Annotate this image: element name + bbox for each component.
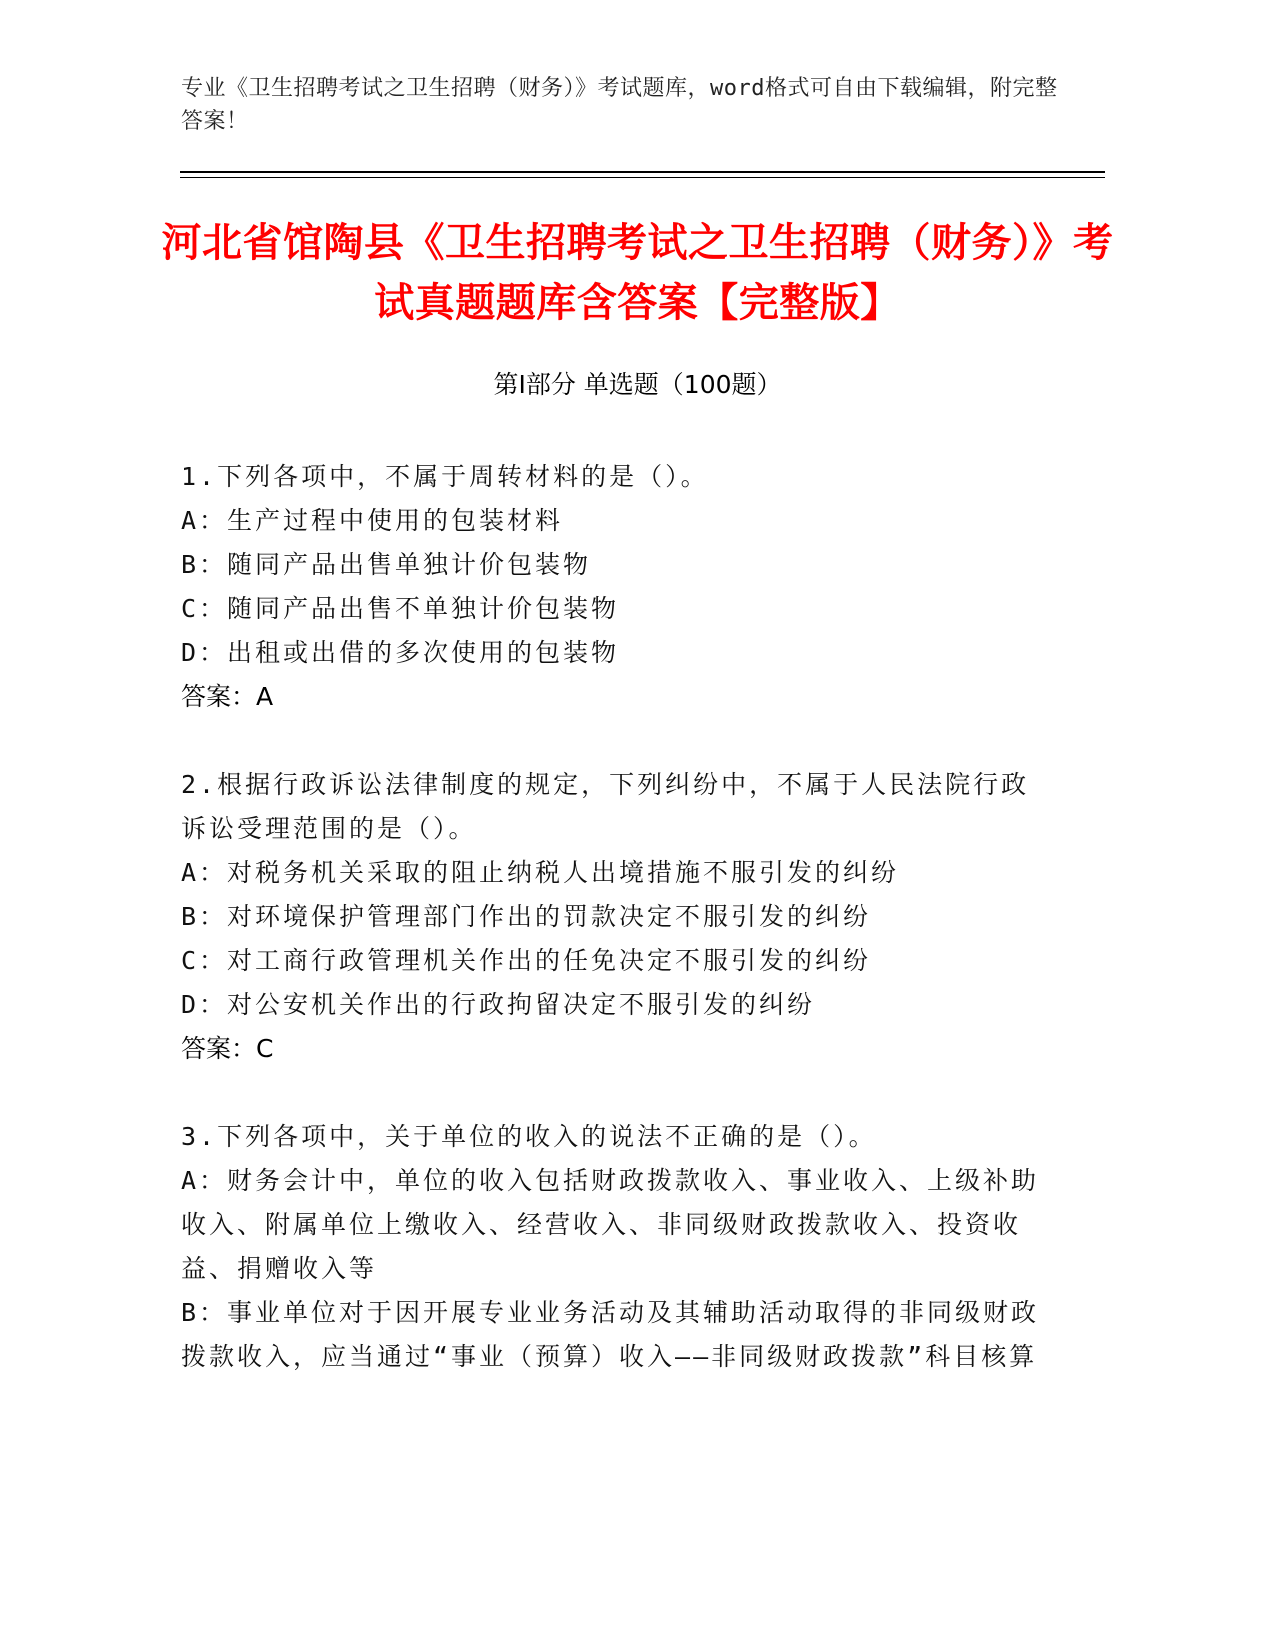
question-1 — [181, 455, 1041, 719]
option-b: B：随同产品出售单独计价包装物 — [181, 550, 592, 579]
answer: 答案：C — [181, 1034, 274, 1063]
option-d: D：出租或出借的多次使用的包装物 — [181, 638, 620, 667]
header-rule-thin — [180, 177, 1105, 178]
question-3 — [181, 1115, 1041, 1379]
option-d: D：对公安机关作出的行政拘留决定不服引发的纠纷 — [181, 990, 816, 1019]
option-b: B：事业单位对于因开展专业业务活动及其辅助活动取得的非同级财政拨款收入，应当通过“事业（预算）收入——非同级财政拨款”科目核算 — [181, 1298, 1040, 1371]
header-rule-thick — [180, 171, 1105, 173]
header-note: 专业《卫生招聘考试之卫生招聘（财务）》考试题库，word格式可自由下载编辑，附完整答案！ — [181, 76, 1058, 134]
question-list — [181, 455, 1041, 1423]
document-title: 河北省馆陶县《卫生招聘考试之卫生招聘（财务）》考试真题题库含答案【完整版】 — [161, 220, 1114, 326]
option-c: C：随同产品出售不单独计价包装物 — [181, 594, 620, 623]
section-title: 第Ⅰ部分 单选题（100题） — [493, 370, 782, 399]
option-a: A：生产过程中使用的包装材料 — [181, 506, 564, 535]
option-b: B：对环境保护管理部门作出的罚款决定不服引发的纠纷 — [181, 902, 872, 931]
question-2 — [181, 763, 1041, 1071]
option-a: A：财务会计中，单位的收入包括财政拨款收入、事业收入、上级补助收入、附属单位上缴收入、经营收入、非同级财政拨款收入、投资收益、捐赠收入等 — [181, 1166, 1040, 1283]
option-c: C：对工商行政管理机关作出的任免决定不服引发的纠纷 — [181, 946, 872, 975]
question-stem: 3.下列各项中，关于单位的收入的说法不正确的是（）。 — [181, 1122, 877, 1151]
question-stem: 1.下列各项中，不属于周转材料的是（）。 — [181, 462, 709, 491]
question-stem: 2.根据行政诉讼法律制度的规定，下列纠纷中，不属于人民法院行政诉讼受理范围的是（）。 — [181, 770, 1030, 843]
answer: 答案：A — [181, 682, 274, 711]
option-a: A：对税务机关采取的阻止纳税人出境措施不服引发的纠纷 — [181, 858, 900, 887]
